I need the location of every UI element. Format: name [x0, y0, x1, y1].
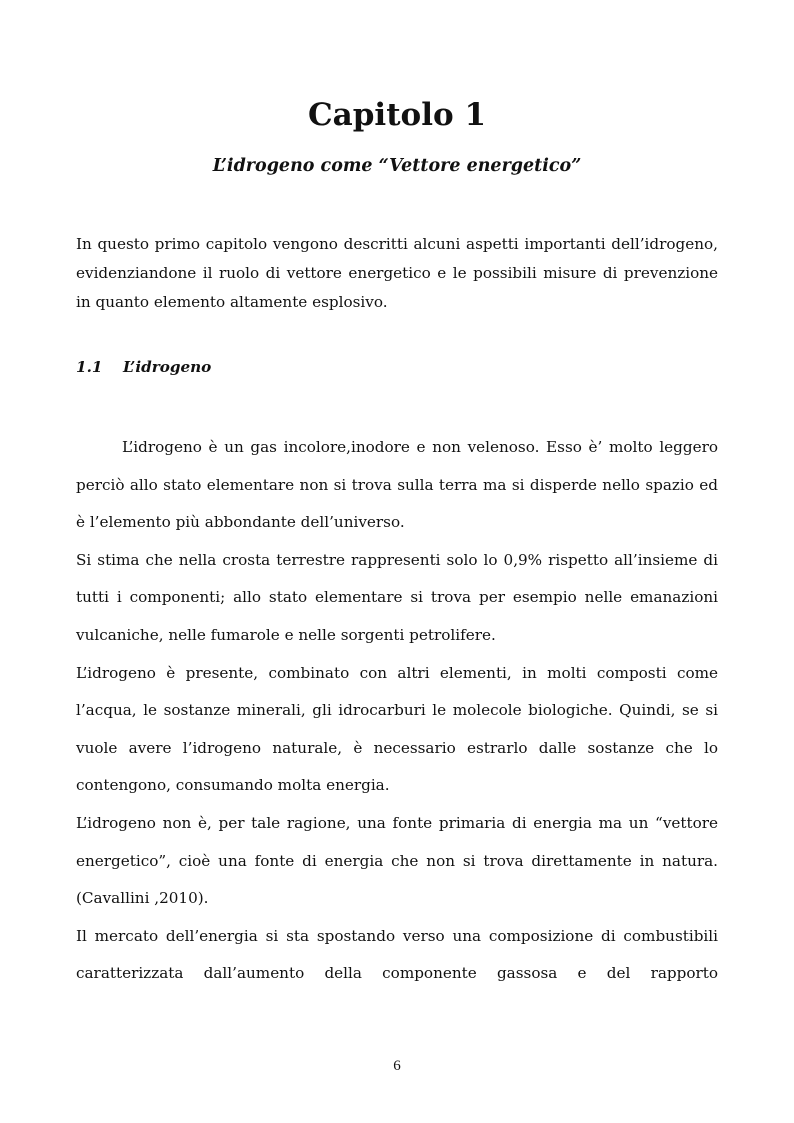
body-paragraph: L’idrogeno non è, per tale ragione, una fonte primaria di energia ma un “vettore energetico”, cioè una fonte di energia che non si trova direttamente in natura. (Cavallini ,2010). — [76, 813, 718, 908]
section-body — [76, 429, 718, 993]
chapter-subtitle: L’idrogeno come “Vettore energetico” — [212, 156, 582, 176]
body-paragraph-continued: Il mercato dell’energia si sta spostando verso una composizione di combustibili caratterizzata dall’aumento della componente gassosa e del rapporto — [76, 926, 718, 983]
intro-paragraph: In questo primo capitolo vengono descritti alcuni aspetti importanti dell’idrogeno, evidenziandone il ruolo di vettore energetico e le possibili misure di prevenzione in quanto elemento altamente esplosivo. — [76, 235, 718, 311]
section-heading — [76, 354, 718, 380]
chapter-title: Capitolo 1 — [307, 97, 487, 133]
section-title: L’idrogeno — [123, 358, 212, 376]
section-number: 1.1 — [76, 358, 103, 376]
page-number: 6 — [393, 1058, 401, 1074]
body-paragraph: L’idrogeno è un gas incolore,inodore e non velenoso. Esso è’ molto leggero perciò allo stato elementare non si trova sulla terra ma si disperde nello spazio ed è l’elemento più abbondante dell’universo. — [76, 438, 718, 532]
body-paragraph: Si stima che nella crosta terrestre rappresenti solo lo 0,9% rispetto all’insieme di tutti i componenti; allo stato elementare si trova per esempio nelle emanazioni vulcaniche, nelle fumarole e nelle sorgenti petrolifere. — [76, 550, 718, 644]
body-paragraph: L’idrogeno è presente, combinato con altri elementi, in molti composti come l’acqua, le sostanze minerali, gli idrocarburi le molecole biologiche. Quindi, se si vuole avere l’idrogeno naturale, è necessario estrarlo dalle sostanze che lo contengono, consumando molta energia. — [76, 663, 718, 795]
